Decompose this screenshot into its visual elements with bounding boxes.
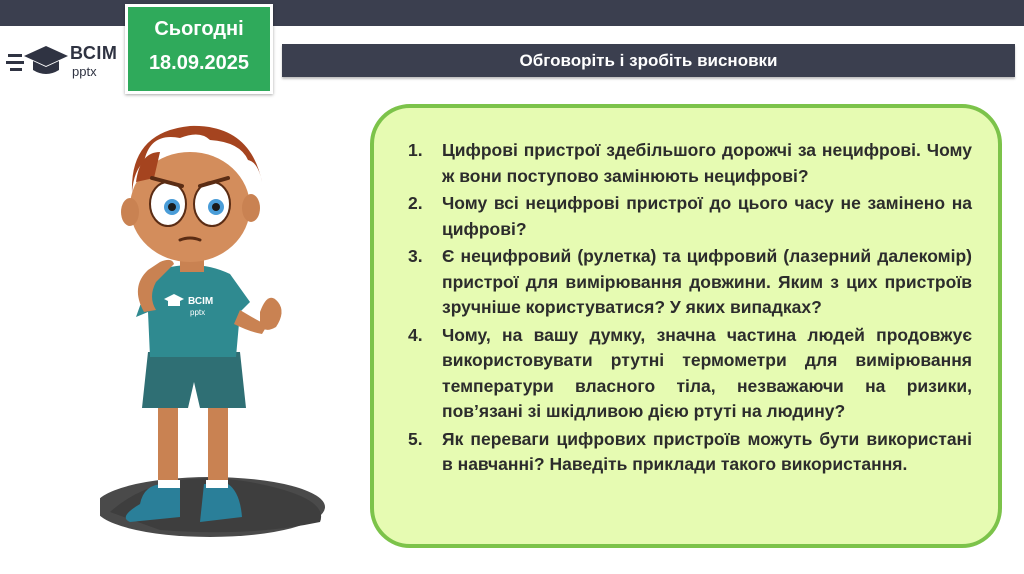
question-item bbox=[408, 138, 972, 189]
logo bbox=[6, 40, 126, 84]
shirt-logo-subtext: pptx bbox=[190, 308, 206, 317]
logo-subtext: pptx bbox=[72, 64, 97, 79]
question-text: Цифрові пристрої здебільшого дорожчі за нецифрові. Чому ж вони поступово замінюють нецифрові? bbox=[442, 140, 972, 186]
question-number: 3. bbox=[408, 246, 423, 266]
question-text: Чому всі нецифрові пристрої до цього часу не замінено на цифрові? bbox=[442, 193, 972, 239]
graduation-cap-icon bbox=[6, 40, 68, 84]
header-bar bbox=[282, 44, 1015, 77]
questions-box bbox=[370, 104, 1002, 548]
shirt-logo-text: ВСІМ bbox=[188, 296, 214, 307]
date-value: 18.09.2025 bbox=[148, 52, 250, 74]
boy-illustration bbox=[100, 112, 340, 542]
raised-hand bbox=[260, 298, 282, 330]
shorts bbox=[142, 352, 246, 408]
question-item bbox=[408, 323, 972, 425]
question-text: Є нецифровий (рулетка) та цифровий (лазерний далекомір) пристрої для вимірювання довжини. Яким з цих пристроїв зручніше користуватися? У яких випадках? bbox=[442, 246, 972, 317]
question-text: Чому, на вашу думку, значна частина людей продовжує використовувати ртутні термометри для вимірювання температури власного тіла, незважаючи на ризики, пов’язані зі шкідливою дією ртуті на людину? bbox=[442, 324, 972, 421]
date-title: Сьогодні bbox=[154, 18, 244, 40]
question-number: 1. bbox=[408, 140, 423, 160]
question-number: 4. bbox=[408, 324, 423, 345]
date-badge bbox=[125, 4, 273, 94]
page-title: Обговоріть і зробіть висновки bbox=[519, 50, 778, 70]
questions-list bbox=[408, 138, 972, 480]
question-number: 5. bbox=[408, 428, 423, 449]
left-leg bbox=[158, 397, 178, 492]
question-number: 2. bbox=[408, 193, 423, 213]
question-item bbox=[408, 191, 972, 242]
logo-text: ВСІМ bbox=[70, 43, 118, 63]
question-item bbox=[408, 244, 972, 321]
question-item bbox=[408, 427, 972, 478]
question-text: Як переваги цифрових пристроїв можуть бути використані в навчанні? Наведіть приклади такого використання. bbox=[442, 428, 972, 474]
right-leg bbox=[208, 397, 228, 492]
